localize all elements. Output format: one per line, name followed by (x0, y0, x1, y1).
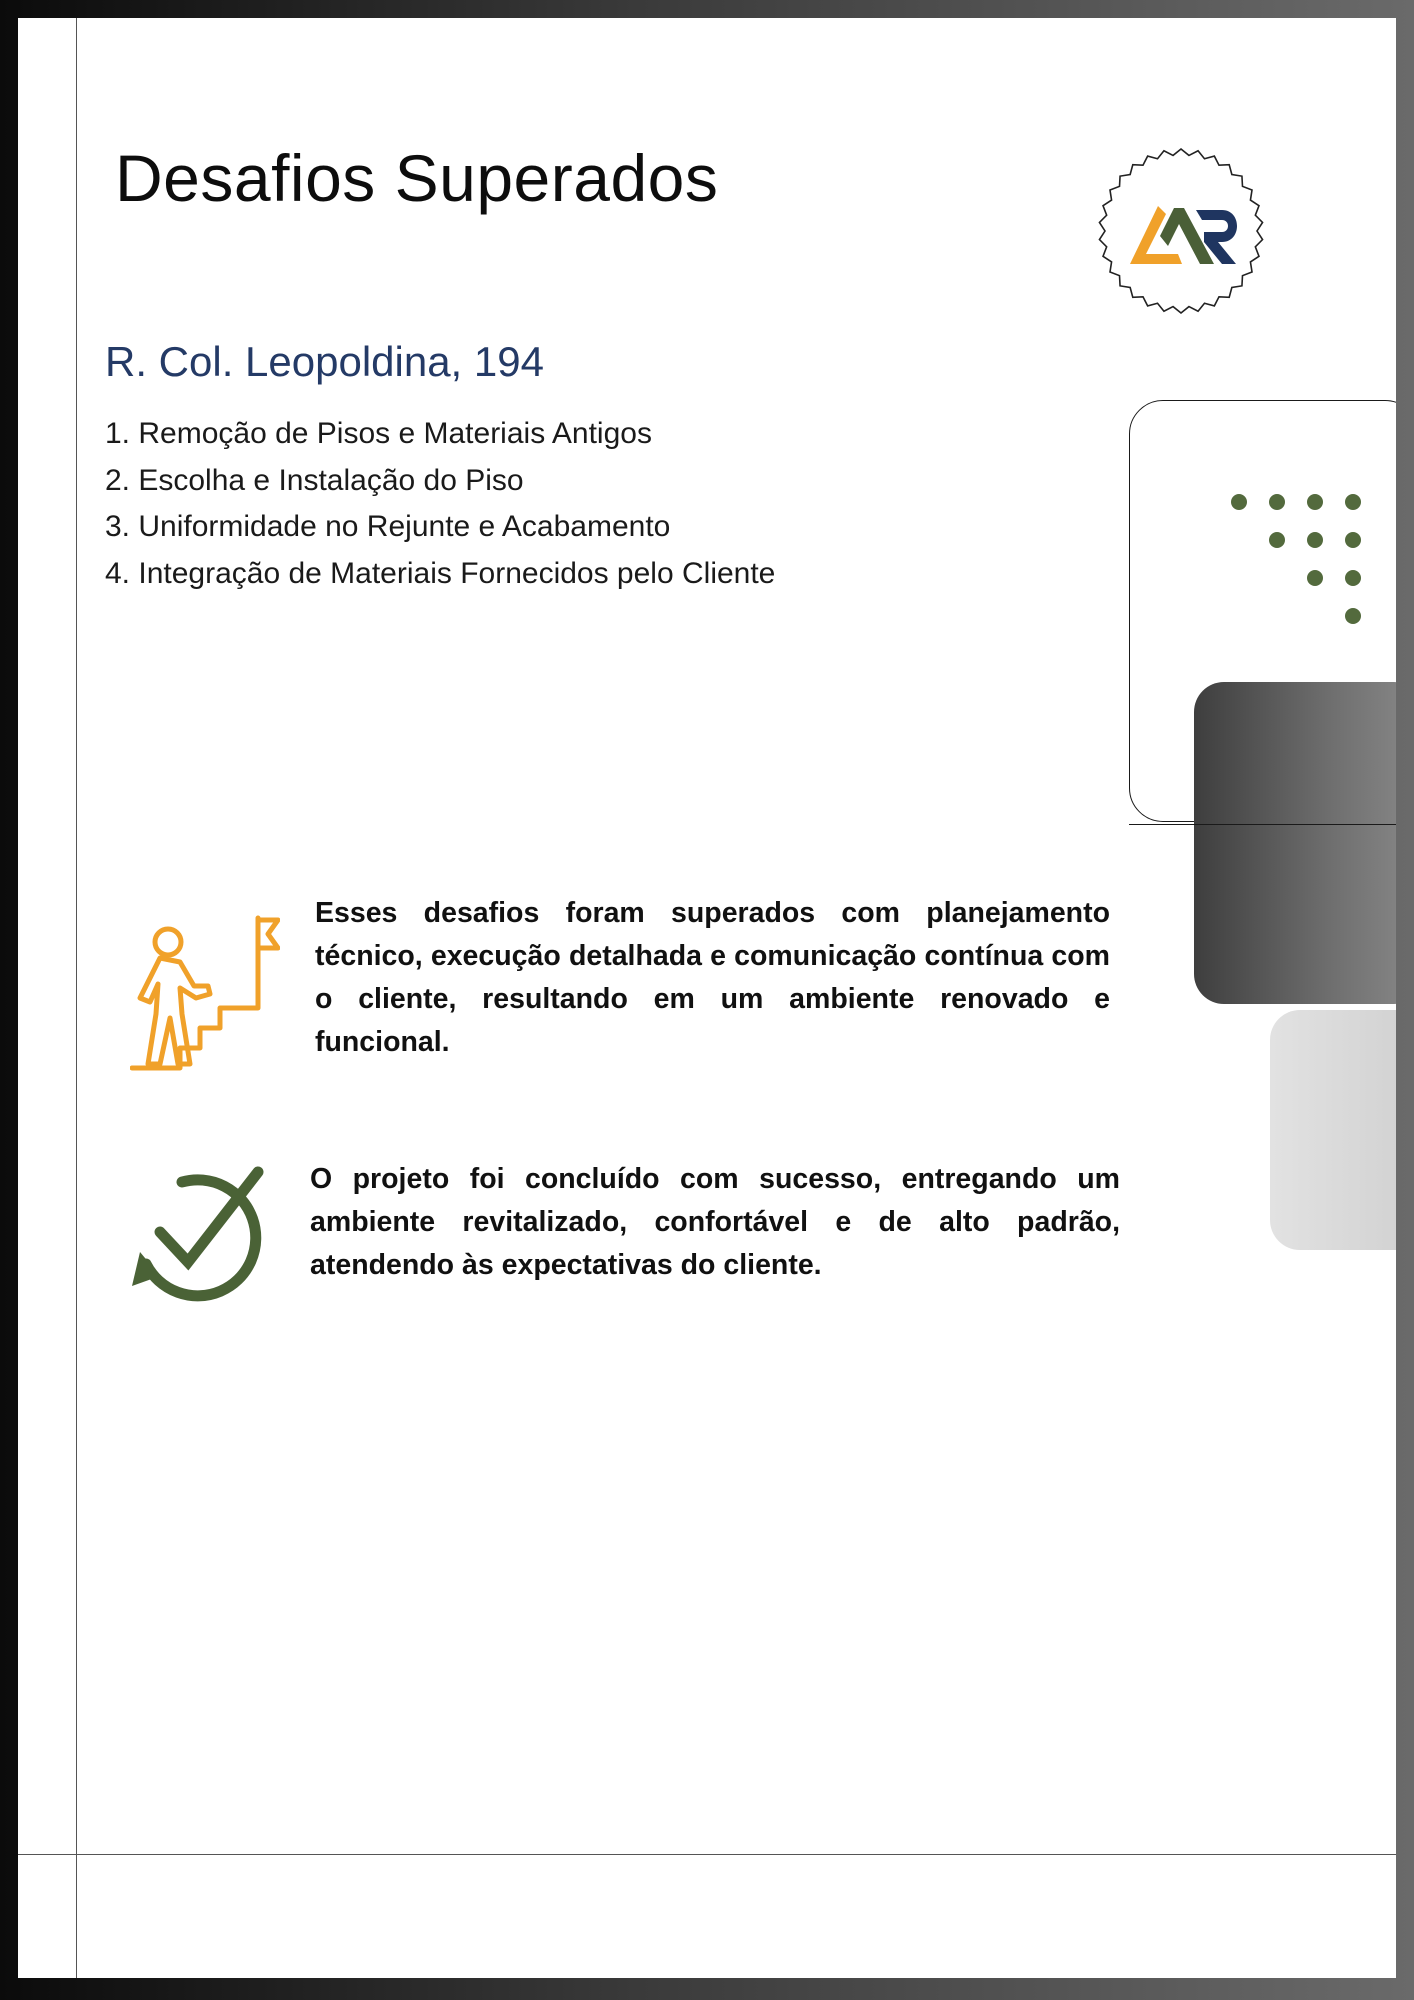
project-address: R. Col. Leopoldina, 194 (105, 338, 544, 385)
challenge-item: 1. Remoção de Pisos e Materiais Antigos (105, 417, 652, 450)
page (18, 18, 1396, 1978)
project-conclusion: O projeto foi concluído com sucesso, entregando um ambiente revitalizado, confortável e de alto padrão, atendendo às expectativas do cliente. (310, 1163, 1120, 1281)
bottom-rule (18, 1854, 1396, 1855)
challenges-summary: Esses desafios foram superados com planejamento técnico, execução detalhada e comunicação contínua com o cliente, resultando em um ambiente renovado e funcional. (315, 897, 1110, 1058)
decorative-light-block (1270, 1010, 1396, 1250)
decorative-rule (1129, 824, 1396, 825)
challenge-item: 2. Escolha e Instalação do Piso (105, 463, 524, 497)
person-climbing-stairs-flag-icon (130, 914, 280, 1072)
lar-seal-logo (1096, 146, 1266, 316)
challenge-item: 4. Integração de Materiais Fornecidos pelo Cliente (105, 556, 776, 590)
decorative-dot-pattern (1228, 478, 1378, 628)
left-margin-line (76, 18, 77, 1978)
page-title: Desafios Superados (115, 141, 719, 215)
logo-seal-border (1099, 149, 1262, 313)
challenges-list (105, 411, 775, 597)
decorative-dark-block (1194, 682, 1396, 1004)
challenge-item: 3. Uniformidade no Rejunte e Acabamento (105, 510, 671, 543)
circular-checkmark-icon (130, 1166, 266, 1302)
